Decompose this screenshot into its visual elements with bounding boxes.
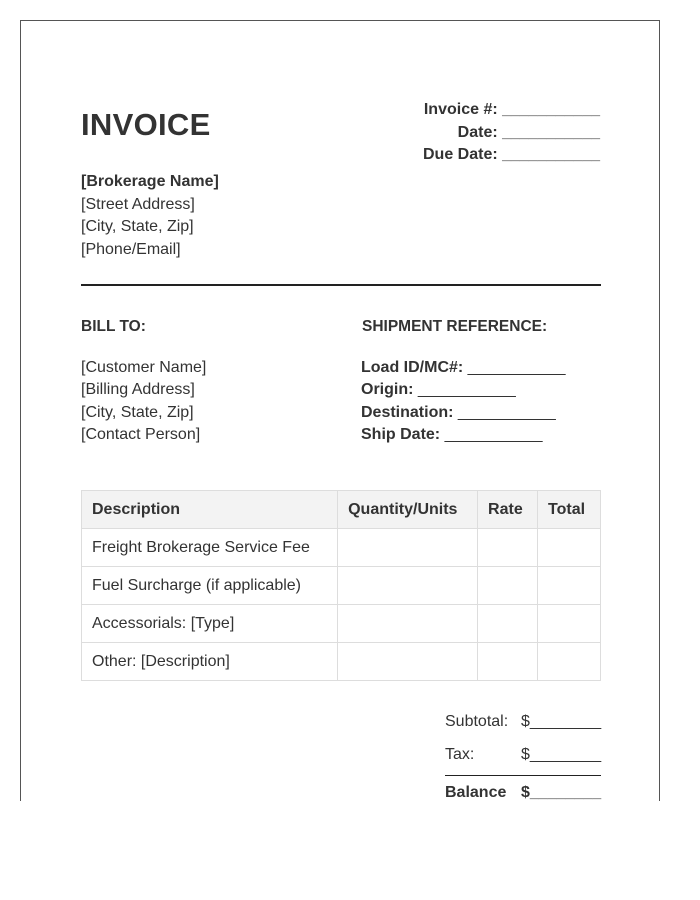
billing-city-state-zip: [City, State, Zip] (81, 403, 194, 421)
column-header-description: Description (82, 491, 338, 529)
table-row (82, 529, 601, 567)
table-cell-quantity (338, 605, 478, 643)
subtotal-row (445, 709, 602, 742)
city-state-zip: [City, State, Zip] (81, 218, 194, 235)
destination-blank: ___________ (457, 403, 556, 421)
destination-label: Destination: (361, 403, 454, 421)
shipment-reference-heading: SHIPMENT REFERENCE: (362, 318, 548, 335)
invoice-page (20, 20, 660, 801)
billing-address: [Billing Address] (81, 381, 195, 399)
totals-divider (445, 775, 601, 776)
bill-to-heading: BILL TO: (81, 318, 146, 335)
table-cell-quantity (338, 643, 478, 681)
origin-label: Origin: (361, 381, 414, 399)
shipment-reference-block (361, 357, 566, 446)
invoice-number-field: Invoice #: ___________ (423, 101, 600, 118)
tax-value: $________ (521, 746, 602, 763)
table-cell-description: Other: [Description] (82, 643, 338, 681)
table-cell-quantity (338, 529, 478, 567)
balance-label: Balance (445, 784, 507, 801)
line-items-table (81, 490, 601, 681)
ship-date-label: Ship Date: (361, 425, 441, 443)
origin-blank: ___________ (417, 381, 516, 399)
table-cell-total (538, 605, 601, 643)
header-divider (81, 284, 601, 286)
load-id-label: Load ID/MC#: (361, 359, 464, 376)
column-header-total: Total (538, 491, 601, 529)
street-address: [Street Address] (81, 195, 195, 213)
table-row (82, 643, 601, 681)
column-header-quantity: Quantity/Units (338, 491, 478, 529)
table-header-row (82, 491, 601, 529)
table-cell-description: Freight Brokerage Service Fee (82, 529, 338, 567)
tax-label: Tax: (445, 746, 475, 763)
origin-field (361, 379, 566, 401)
tax-row (445, 742, 602, 775)
invoice-due-date-field: Due Date: ___________ (422, 146, 600, 163)
table-cell-description: Accessorials: [Type] (82, 605, 338, 643)
subtotal-label: Subtotal: (445, 713, 509, 730)
contact-person: [Contact Person] (81, 425, 201, 443)
table-cell-description: Fuel Surcharge (if applicable) (82, 567, 338, 605)
totals-block (445, 709, 602, 813)
invoice-meta (423, 99, 600, 167)
brokerage-name: [Brokerage Name] (81, 173, 219, 190)
ship-date-blank: ___________ (444, 425, 543, 443)
table-cell-rate (478, 567, 538, 605)
load-id-blank: ___________ (467, 359, 566, 376)
table-cell-rate (478, 529, 538, 567)
table-row (82, 567, 601, 605)
load-id-field (361, 357, 566, 379)
customer-name: [Customer Name] (81, 359, 207, 376)
table-cell-quantity (338, 567, 478, 605)
table-cell-total (538, 529, 601, 567)
table-cell-rate (478, 643, 538, 681)
phone-email: [Phone/Email] (81, 240, 181, 258)
table-row (82, 605, 601, 643)
invoice-date-field: Date: ___________ (457, 123, 600, 141)
balance-value: $________ (521, 784, 602, 801)
sender-address (81, 171, 219, 261)
invoice-title: INVOICE (81, 107, 211, 142)
table-cell-total (538, 643, 601, 681)
ship-date-field (361, 424, 566, 446)
table-cell-rate (478, 605, 538, 643)
column-header-rate: Rate (478, 491, 538, 529)
subtotal-value: $________ (521, 713, 602, 730)
bill-to-block (81, 357, 206, 446)
balance-row (445, 780, 602, 813)
destination-field (361, 402, 566, 424)
table-cell-total (538, 567, 601, 605)
